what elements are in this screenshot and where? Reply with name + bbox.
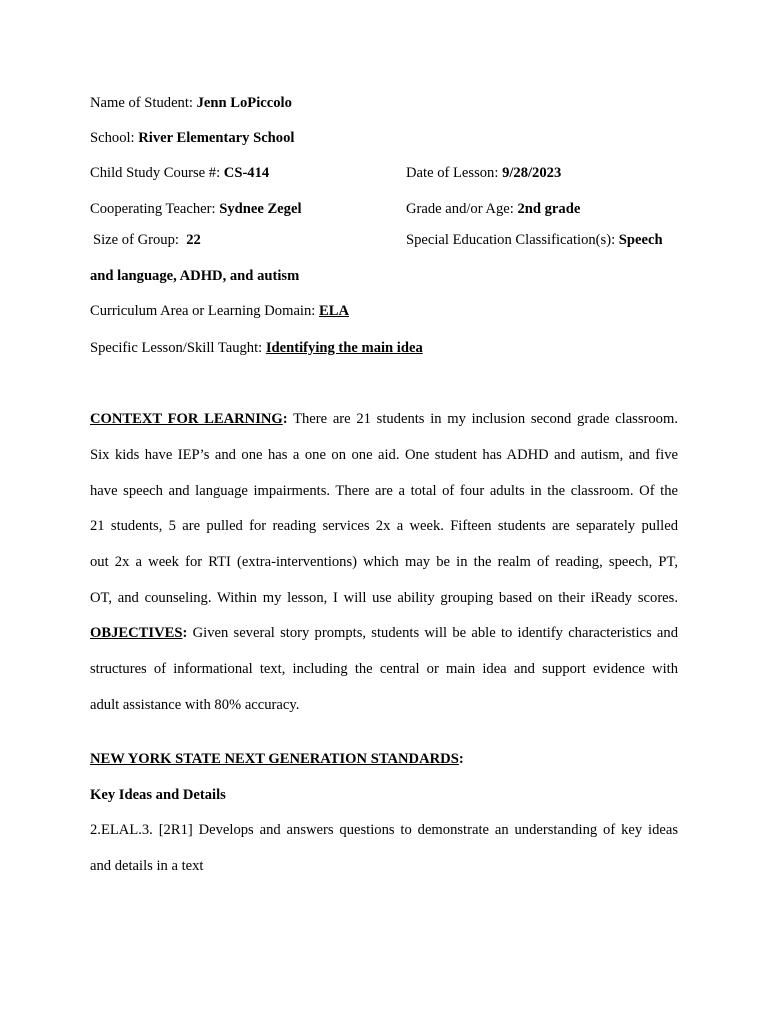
standards-subheading: Key Ideas and Details <box>90 787 226 803</box>
standards-heading: NEW YORK STATE NEXT GENERATION STANDARDS <box>90 751 459 767</box>
school-label: School: <box>90 130 139 146</box>
standards-heading-colon: : <box>458 751 464 767</box>
objectives-paragraph-line-1 <box>90 624 678 642</box>
student-name-value: Jenn LoPiccolo <box>196 95 292 111</box>
course-line <box>90 164 269 182</box>
objectives-text: Given several story prompts, students will be able to identify characteristics and <box>187 625 678 641</box>
lesson-date-line <box>406 164 561 182</box>
curriculum-label: Curriculum Area or Learning Domain: <box>90 303 319 319</box>
student-name-label: Name of Student: <box>90 95 197 111</box>
context-paragraph-line-1 <box>90 410 678 428</box>
group-size-line <box>93 231 201 249</box>
context-paragraph-line-2: Six kids have IEP’s and one has a one on one aid. One student has ADHD and autism, and five <box>90 447 678 463</box>
objectives-heading: OBJECTIVES <box>90 625 183 641</box>
teacher-value: Sydnee Zegel <box>219 201 302 217</box>
standards-heading-line <box>90 750 464 768</box>
teacher-label: Cooperating Teacher: <box>90 201 220 217</box>
context-heading: CONTEXT FOR LEARNING <box>90 411 283 427</box>
group-size-value: 22 <box>186 232 201 248</box>
skill-label: Specific Lesson/Skill Taught: <box>90 340 266 356</box>
skill-line <box>90 339 423 357</box>
course-value: CS-414 <box>223 165 270 181</box>
student-name-line <box>90 94 292 112</box>
course-label: Child Study Course #: <box>90 165 224 181</box>
standard-line-1: 2.ELAL.3. [2R1] Develops and answers questions to demonstrate an understanding of key ideas <box>90 822 678 838</box>
skill-value: Identifying the main idea <box>265 340 423 356</box>
lesson-date-label: Date of Lesson: <box>406 165 503 181</box>
teacher-line <box>90 200 302 218</box>
context-paragraph-line-6: OT, and counseling. Within my lesson, I will use ability grouping based on their iReady scores. <box>90 590 678 606</box>
classification-line <box>406 231 663 249</box>
school-line <box>90 129 294 147</box>
objectives-heading-colon: : <box>182 625 188 641</box>
classification-continued: and language, ADHD, and autism <box>90 268 300 284</box>
objectives-paragraph-line-3: adult assistance with 80% accuracy. <box>90 697 300 713</box>
curriculum-line <box>90 302 349 320</box>
standard-line-2: and details in a text <box>90 858 204 874</box>
grade-line <box>406 200 580 218</box>
classification-value-part1: Speech <box>618 232 663 248</box>
context-paragraph-line-5: out 2x a week for RTI (extra-interventions) which may be in the realm of reading, speech, PT, <box>90 554 678 570</box>
grade-label: Grade and/or Age: <box>406 201 518 217</box>
context-paragraph-line-4: 21 students, 5 are pulled for reading services 2x a week. Fifteen students are separately pulled <box>90 518 678 534</box>
context-heading-colon: : <box>282 411 288 427</box>
context-paragraph-line-3: have speech and language impairments. There are a total of four adults in the classroom. Of the <box>90 483 678 499</box>
lesson-date-value: 9/28/2023 <box>502 165 562 181</box>
context-text: There are 21 students in my inclusion second grade classroom. <box>287 411 678 427</box>
group-size-label: Size of Group: <box>93 232 187 248</box>
school-value: River Elementary School <box>138 130 295 146</box>
objectives-paragraph-line-2: structures of informational text, including the central or main idea and support evidence with <box>90 661 678 677</box>
curriculum-value: ELA <box>318 303 349 319</box>
grade-value: 2nd grade <box>517 201 581 217</box>
classification-label: Special Education Classification(s): <box>406 232 619 248</box>
